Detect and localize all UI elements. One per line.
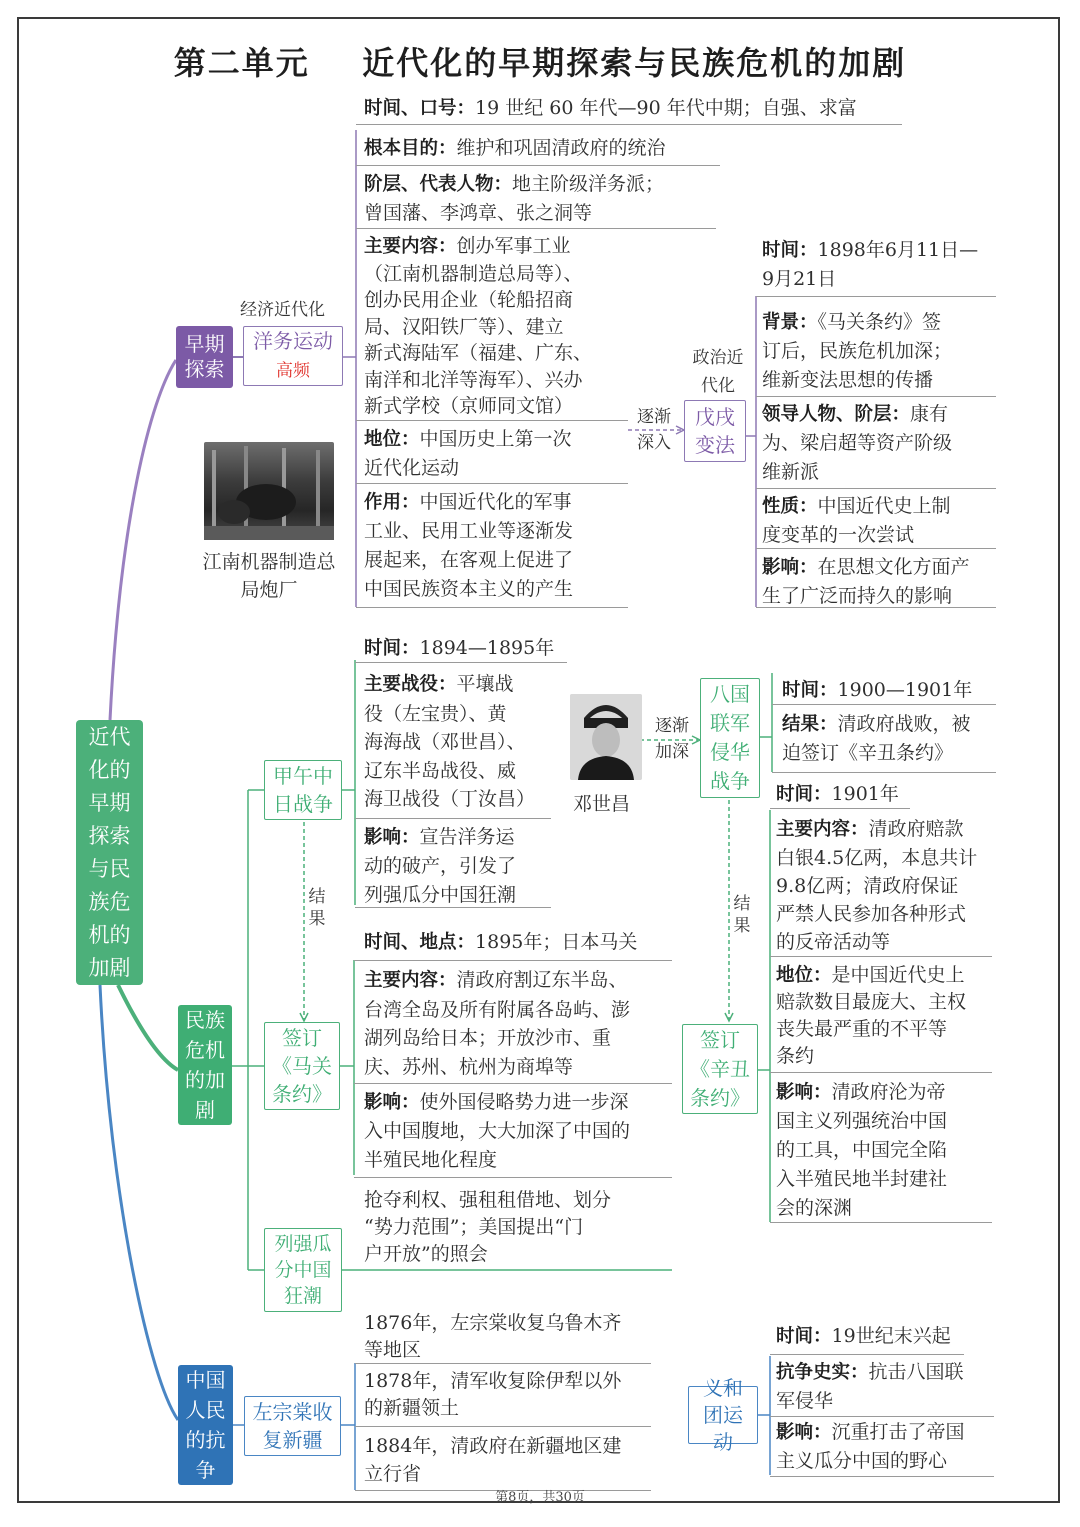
factory-photo [204, 442, 334, 540]
branch-crisis: 民族危机的加剧 [178, 1005, 232, 1125]
wuxu-time: 时间：1898年6月11日— 9月21日 [762, 239, 979, 290]
xinchou-status: 地位：是中国近代史上 赔款数目最庞大、主权 丧失最严重的不平等 条约 [776, 964, 967, 1067]
label-deepen2: 逐渐加深 [655, 716, 689, 762]
yangwu-purpose: 根本目的：维护和巩固清政府的统治 [364, 137, 666, 159]
maguan-content: 主要内容：清政府割辽东半岛、 台湾全岛及所有附属各岛屿、澎 湖列岛给日本；开放沙市、重 庆、苏州、杭州为商埠等 [364, 969, 631, 1078]
label-result1: 结果 [308, 887, 326, 929]
yihetuan-effect: 影响：沉重打击了帝国 主义瓜分中国的野心 [776, 1421, 965, 1472]
label-political: 政治近代化 [692, 348, 744, 396]
label-deepen1: 逐渐深入 [637, 407, 671, 453]
node-yihetuan: 义和团运动 [688, 1386, 758, 1444]
deng-caption: 邓世昌 [573, 793, 631, 815]
baguo-result: 结果：清政府战败，被 迫签订《辛丑条约》 [782, 713, 971, 764]
branch-resist: 中国人民的抗争 [178, 1365, 233, 1485]
node-maguan: 签订《马关条约》 [264, 1022, 340, 1110]
node-jiawu: 甲午中日战争 [264, 760, 342, 820]
yangwu-people: 阶层、代表人物：地主阶级洋务派； 曾国藩、李鸿章、张之洞等 [364, 173, 665, 224]
maguan-time: 时间、地点：1895年；日本马关 [364, 931, 638, 953]
label-result2: 结果 [733, 894, 751, 936]
yangwu-effect: 作用：中国近代化的军事 工业、民用工业等逐渐发 展起来，在客观上促进了 中国民族资本主义的产生 [364, 491, 574, 600]
node-baguo: 八国联军侵华战争 [700, 678, 760, 798]
label-economic: 经济近代化 [240, 300, 325, 320]
central-topic: 近代化的早期探索与民族危机的加剧 [76, 720, 143, 985]
yihetuan-fact: 抗争史实：抗击八国联 军侵华 [776, 1361, 964, 1412]
node-yangwu: 洋务运动高频 [243, 326, 343, 386]
maguan-effect: 影响：使外国侵略势力进一步深 入中国腹地，大大加深了中国的 半殖民地化程度 [364, 1091, 631, 1171]
node-wuxu: 戊戌变法 [684, 400, 746, 462]
yangwu-status: 地位：中国历史上第一次 近代化运动 [364, 428, 572, 479]
jiawu-time: 时间：1894—1895年 [364, 637, 555, 659]
node-zuozongtang: 左宗棠收复新疆 [244, 1396, 341, 1456]
page-footer: 第8页，共30页 [495, 1490, 585, 1505]
xinjiang-event-1876: 1876年，左宗棠收复乌鲁木齐 等地区 [364, 1312, 622, 1361]
wuxu-leader: 领导人物、阶层：康有 为、梁启超等资产阶级 维新派 [762, 403, 953, 483]
wuxu-effect: 影响：在思想文化方面产 生了广泛而持久的影响 [762, 556, 970, 607]
xinchou-content: 主要内容：清政府赔款 白银4.5亿两，本息共计 9.8亿两；清政府保证 严禁人民参加各种形式 的反帝活动等 [776, 818, 978, 953]
xinjiang-event-1878: 1878年，清军收复除伊犁以外 的新疆领土 [364, 1370, 622, 1419]
baguo-time: 时间：1900—1901年 [782, 679, 973, 701]
node-guafen: 列强瓜分中国狂潮 [264, 1228, 342, 1312]
xinjiang-event-1884: 1884年，清政府在新疆地区建 立行省 [364, 1435, 622, 1485]
jiawu-battles: 主要战役：平壤战 役（左宝贵）、黄 海海战（邓世昌）、 辽东半岛战役、威 海卫战役（丁汝昌） [364, 673, 536, 810]
node-xinchou: 签订《辛丑条约》 [682, 1024, 758, 1114]
wuxu-nature: 性质：中国近代史上制 度变革的一次尝试 [762, 495, 951, 546]
page-title: 第二单元 近代化的早期探索与民族危机的加剧 [173, 44, 907, 82]
branch-early: 早期探索 [176, 326, 233, 388]
deng-shichang-portrait [570, 694, 642, 780]
xinchou-time: 时间：1901年 [776, 783, 899, 805]
yihetuan-time: 时间：19世纪末兴起 [776, 1325, 951, 1347]
guafen-details: 抢夺利权、强租租借地、划分 “势力范围”；美国提出“门 户开放”的照会 [364, 1189, 612, 1265]
xinchou-effect: 影响：清政府沦为帝 国主义列强统治中国 的工具，中国完全陷 入半殖民地半封建社 会的深渊 [776, 1081, 948, 1219]
wuxu-background: 背景：《马关条约》签 订后，民族危机加深； 维新变法思想的传播 [762, 311, 953, 391]
factory-machinery-icon [204, 442, 334, 540]
yangwu-content: 主要内容：创办军事工业 （江南机器制造总局等）、 创办民用企业（轮船招商 局、汉阳铁厂等）、建立 新式海陆军（福建、广东、 南洋和北洋等海军）、兴办 新式学校（京师同文馆） [364, 235, 593, 417]
portrait-icon [570, 694, 642, 780]
yangwu-time: 时间、口号：19 世纪 60 年代—90 年代中期；自强、求富 [364, 97, 857, 119]
factory-caption: 江南机器制造总局炮厂 [202, 551, 336, 601]
jiawu-effect: 影响：宣告洋务运 动的破产，引发了 列强瓜分中国狂潮 [364, 826, 517, 906]
high-frequency-tag: 高频 [276, 361, 310, 381]
